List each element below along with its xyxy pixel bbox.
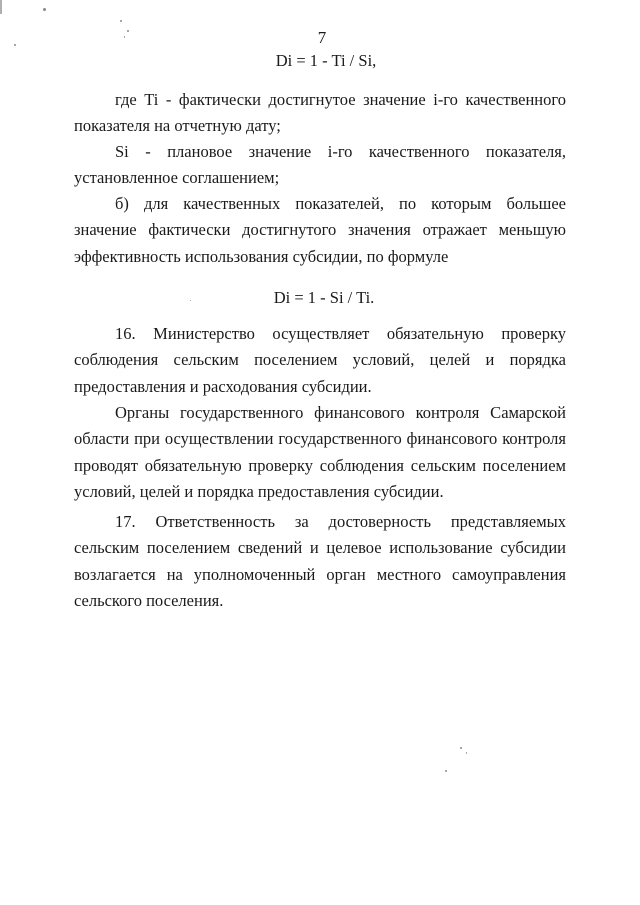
scan-speck (120, 20, 122, 22)
scan-speck (466, 752, 467, 754)
paragraph-item-16: 16. Министерство осуществляет обязательную проверку соблюдения сельским поселением условий, целей и порядка предоставления и расходования субсидии. (74, 324, 566, 396)
scan-edge-mark (0, 0, 2, 14)
paragraph-clause-b: б) для качественных показателей, по которым большее значение фактически достигнутого значения отражает меньшую эффективность использования субсидии, по формуле (74, 194, 566, 266)
scan-speck (460, 747, 462, 749)
formula-direct: Di = 1 - Ti / Si, (275, 51, 377, 70)
formula-inverse: Di = 1 - Si / Ti. (273, 288, 375, 307)
paragraph-ti-definition: где Ti - фактически достигнутое значение i-го качественного показателя на отчетную дату; (74, 90, 566, 136)
scan-speck (43, 8, 46, 11)
page-number: 7 (317, 28, 327, 47)
paragraph-financial-control: Органы государственного финансового контроля Самарской области при осуществлении государственного финансового контроля проводят обязательную проверку соблюдения сельским поселением условий, целей и порядка предоставления субсидии. (74, 403, 566, 501)
paragraph-si-definition: Si - плановое значение i-го качественного показателя, установленное соглашением; (74, 142, 566, 188)
scan-speck (445, 770, 447, 772)
paragraph-item-17: 17. Ответственность за достоверность представляемых сельским поселением сведений и целевое использование субсидии возлагается на уполномоченный орган местного самоуправления сельского поселения. (74, 512, 566, 610)
